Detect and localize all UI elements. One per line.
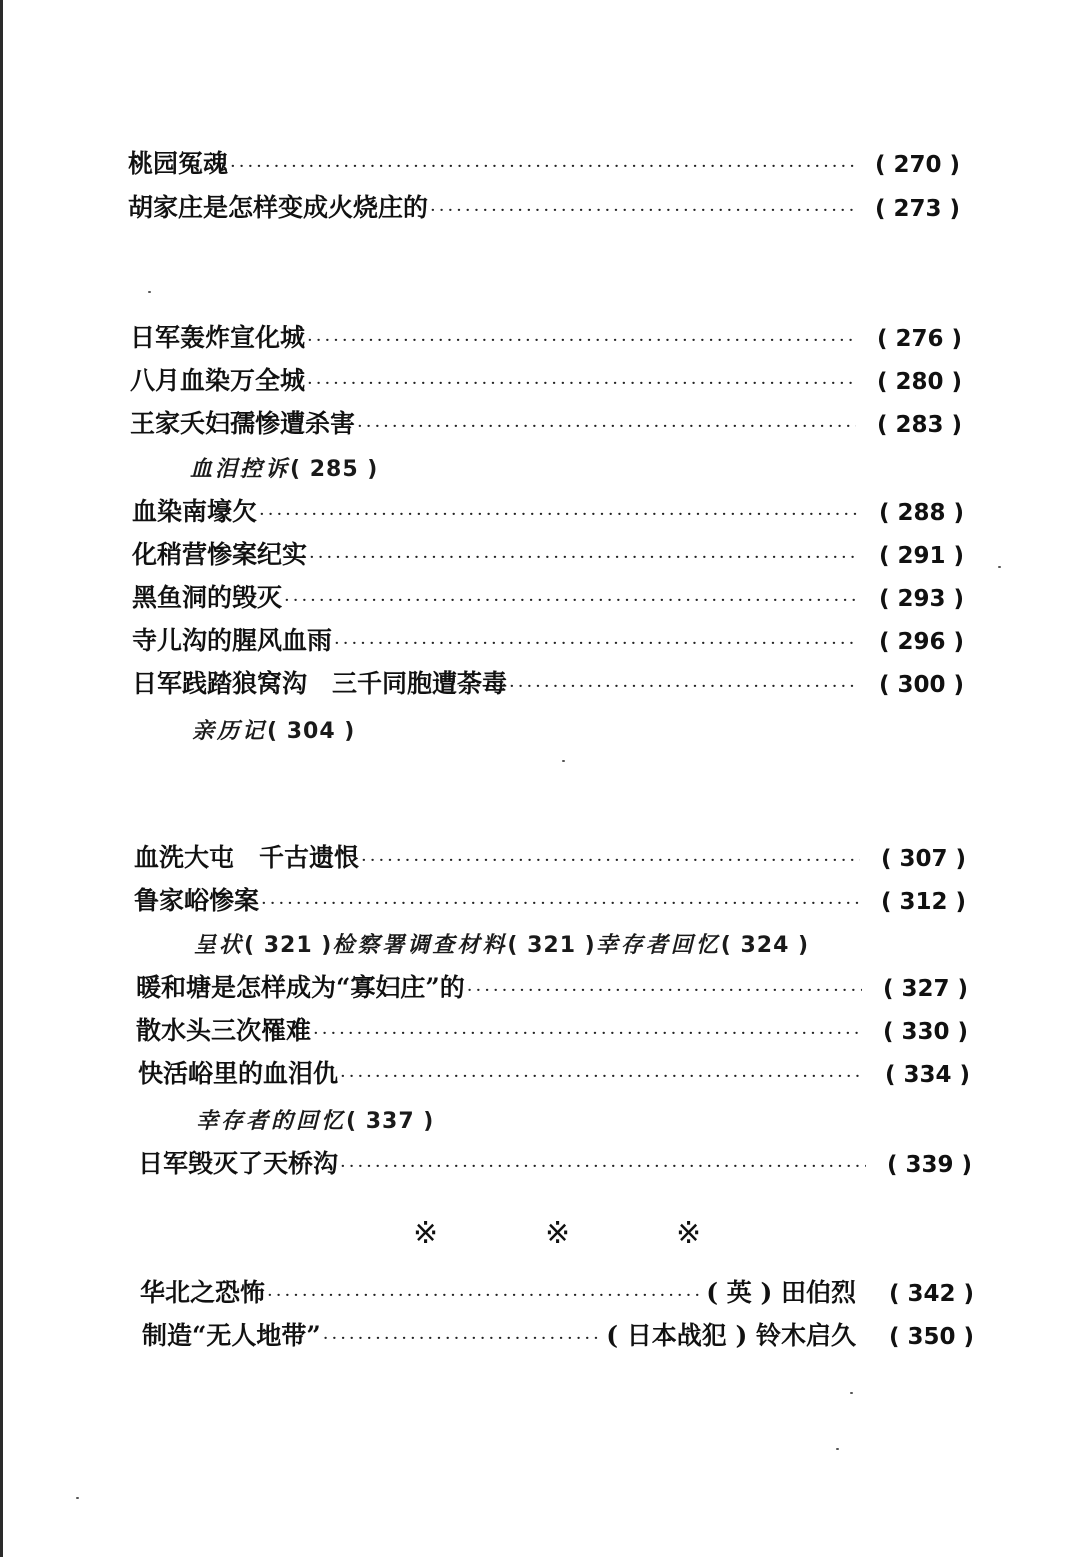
dot-leader: [313, 1018, 862, 1050]
subentry-text: 血泪控诉: [190, 456, 291, 482]
entry-title: 华北之恐怖: [140, 1278, 266, 1307]
toc-entry[interactable]: [132, 625, 964, 660]
toc-subentry[interactable]: [196, 1106, 434, 1137]
entry-title: 暖和塘是怎样成为“寡妇庄”的: [136, 973, 465, 1002]
toc-entry[interactable]: [130, 322, 962, 357]
toc-subentry[interactable]: [190, 454, 378, 485]
dot-leader: [259, 499, 858, 531]
toc-entry[interactable]: [132, 539, 964, 574]
scan-speck: [836, 1448, 839, 1450]
subentry-text: 亲历记: [192, 718, 268, 744]
entry-title: 制造“无人地带”: [142, 1321, 321, 1350]
entry-title: 胡家庄是怎样变成火烧庄的: [128, 193, 429, 222]
toc-entry[interactable]: [132, 668, 964, 703]
entry-page: ( 291 ): [878, 543, 964, 569]
entry-title: 寺儿沟的腥风血雨: [132, 626, 333, 655]
separator-mark: ※: [545, 1216, 571, 1251]
scan-speck: [998, 566, 1001, 568]
entry-page: ( 342 ): [888, 1281, 974, 1307]
subentry-text: 幸存者回忆: [595, 932, 721, 958]
entry-page: ( 350 ): [888, 1324, 974, 1350]
dot-leader: [230, 151, 854, 183]
dot-leader: [307, 325, 856, 357]
toc-entry[interactable]: [134, 885, 966, 920]
toc-entry[interactable]: [138, 1058, 970, 1093]
entry-page: ( 330 ): [882, 1019, 968, 1045]
entry-author: ( 英 ) 田伯烈: [706, 1278, 856, 1307]
subentry-page: ( 324 ): [720, 933, 810, 958]
subentry-text: 呈状: [194, 932, 245, 958]
subentry-page: ( 321 ): [507, 933, 596, 958]
entry-page: ( 334 ): [884, 1062, 970, 1088]
scan-speck: [76, 1497, 79, 1499]
toc-entry[interactable]: [128, 148, 960, 183]
toc-entry[interactable]: [130, 365, 962, 400]
entry-page: ( 339 ): [886, 1152, 972, 1178]
dot-leader: [357, 411, 856, 443]
separator-mark: ※: [413, 1216, 439, 1251]
entry-page: ( 283 ): [876, 412, 962, 438]
entry-page: ( 273 ): [874, 196, 960, 222]
entry-title: 桃园冤魂: [128, 149, 229, 178]
toc-entry[interactable]: [138, 1148, 972, 1183]
toc-entry[interactable]: [134, 842, 966, 877]
toc-entry[interactable]: [132, 496, 964, 531]
entry-title: 血染南壕欠: [132, 497, 258, 526]
subentry-page: ( 321 ): [244, 933, 333, 958]
subentry-page: ( 285 ): [290, 457, 379, 482]
subentry-page: ( 304 ): [267, 719, 356, 744]
dot-leader: [309, 542, 858, 574]
entry-page: ( 288 ): [878, 500, 964, 526]
dot-leader: [267, 1280, 700, 1312]
entry-page: ( 312 ): [880, 889, 966, 915]
dot-leader: [361, 845, 860, 877]
subentry-text: 幸存者的回忆: [196, 1108, 347, 1134]
dot-leader: [430, 195, 854, 227]
entry-title: 散水头三次罹难: [136, 1016, 312, 1045]
toc-entry[interactable]: [128, 192, 960, 227]
toc-entry[interactable]: [140, 1277, 974, 1312]
subentry-text: 检察署调查材料: [332, 932, 508, 958]
dot-leader: [509, 671, 858, 703]
entry-title: 日军毁灭了天桥沟: [138, 1149, 339, 1178]
entry-page: ( 300 ): [878, 672, 964, 698]
section-separator: [0, 1216, 1068, 1256]
entry-title: 快活峪里的血泪仇: [138, 1059, 339, 1088]
scan-speck: [562, 760, 565, 762]
entry-page: ( 293 ): [878, 586, 964, 612]
dot-leader: [334, 628, 858, 660]
separator-mark: ※: [676, 1216, 702, 1251]
entry-title: 黑鱼洞的毁灭: [132, 583, 283, 612]
toc-entry[interactable]: [136, 1015, 968, 1050]
entry-page: ( 270 ): [874, 152, 960, 178]
toc-entry[interactable]: [130, 408, 962, 443]
toc-subentry[interactable]: [192, 716, 355, 747]
entry-page: ( 296 ): [878, 629, 964, 655]
dot-leader: [467, 975, 862, 1007]
entry-page: ( 280 ): [876, 369, 962, 395]
scan-speck: [148, 291, 151, 293]
entry-title: 血洗大屯 千古遗恨: [134, 843, 360, 872]
dot-leader: [284, 585, 858, 617]
entry-page: ( 307 ): [880, 846, 966, 872]
toc-entry[interactable]: [136, 972, 968, 1007]
entry-title: 化稍营惨案纪实: [132, 540, 308, 569]
entry-title: 鲁家峪惨案: [134, 886, 260, 915]
dot-leader: [340, 1151, 866, 1183]
toc-subentry[interactable]: [194, 930, 809, 961]
entry-title: 八月血染万全城: [130, 366, 306, 395]
toc-entry[interactable]: [132, 582, 964, 617]
subentry-page: ( 337 ): [346, 1109, 435, 1134]
toc-entry[interactable]: [142, 1320, 974, 1355]
dot-leader: [307, 368, 856, 400]
dot-leader: [323, 1323, 600, 1355]
entry-author: ( 日本战犯 ) 铃木启久: [606, 1321, 856, 1350]
scan-speck: [850, 1392, 853, 1394]
entry-title: 日军轰炸宣化城: [130, 323, 306, 352]
dot-leader: [261, 888, 860, 920]
dot-leader: [340, 1061, 864, 1093]
entry-page: ( 327 ): [882, 976, 968, 1002]
entry-title: 日军践踏狼窝沟 三千同胞遭荼毒: [132, 669, 508, 698]
entry-title: 王家夭妇孺惨遭杀害: [130, 409, 356, 438]
entry-page: ( 276 ): [876, 326, 962, 352]
